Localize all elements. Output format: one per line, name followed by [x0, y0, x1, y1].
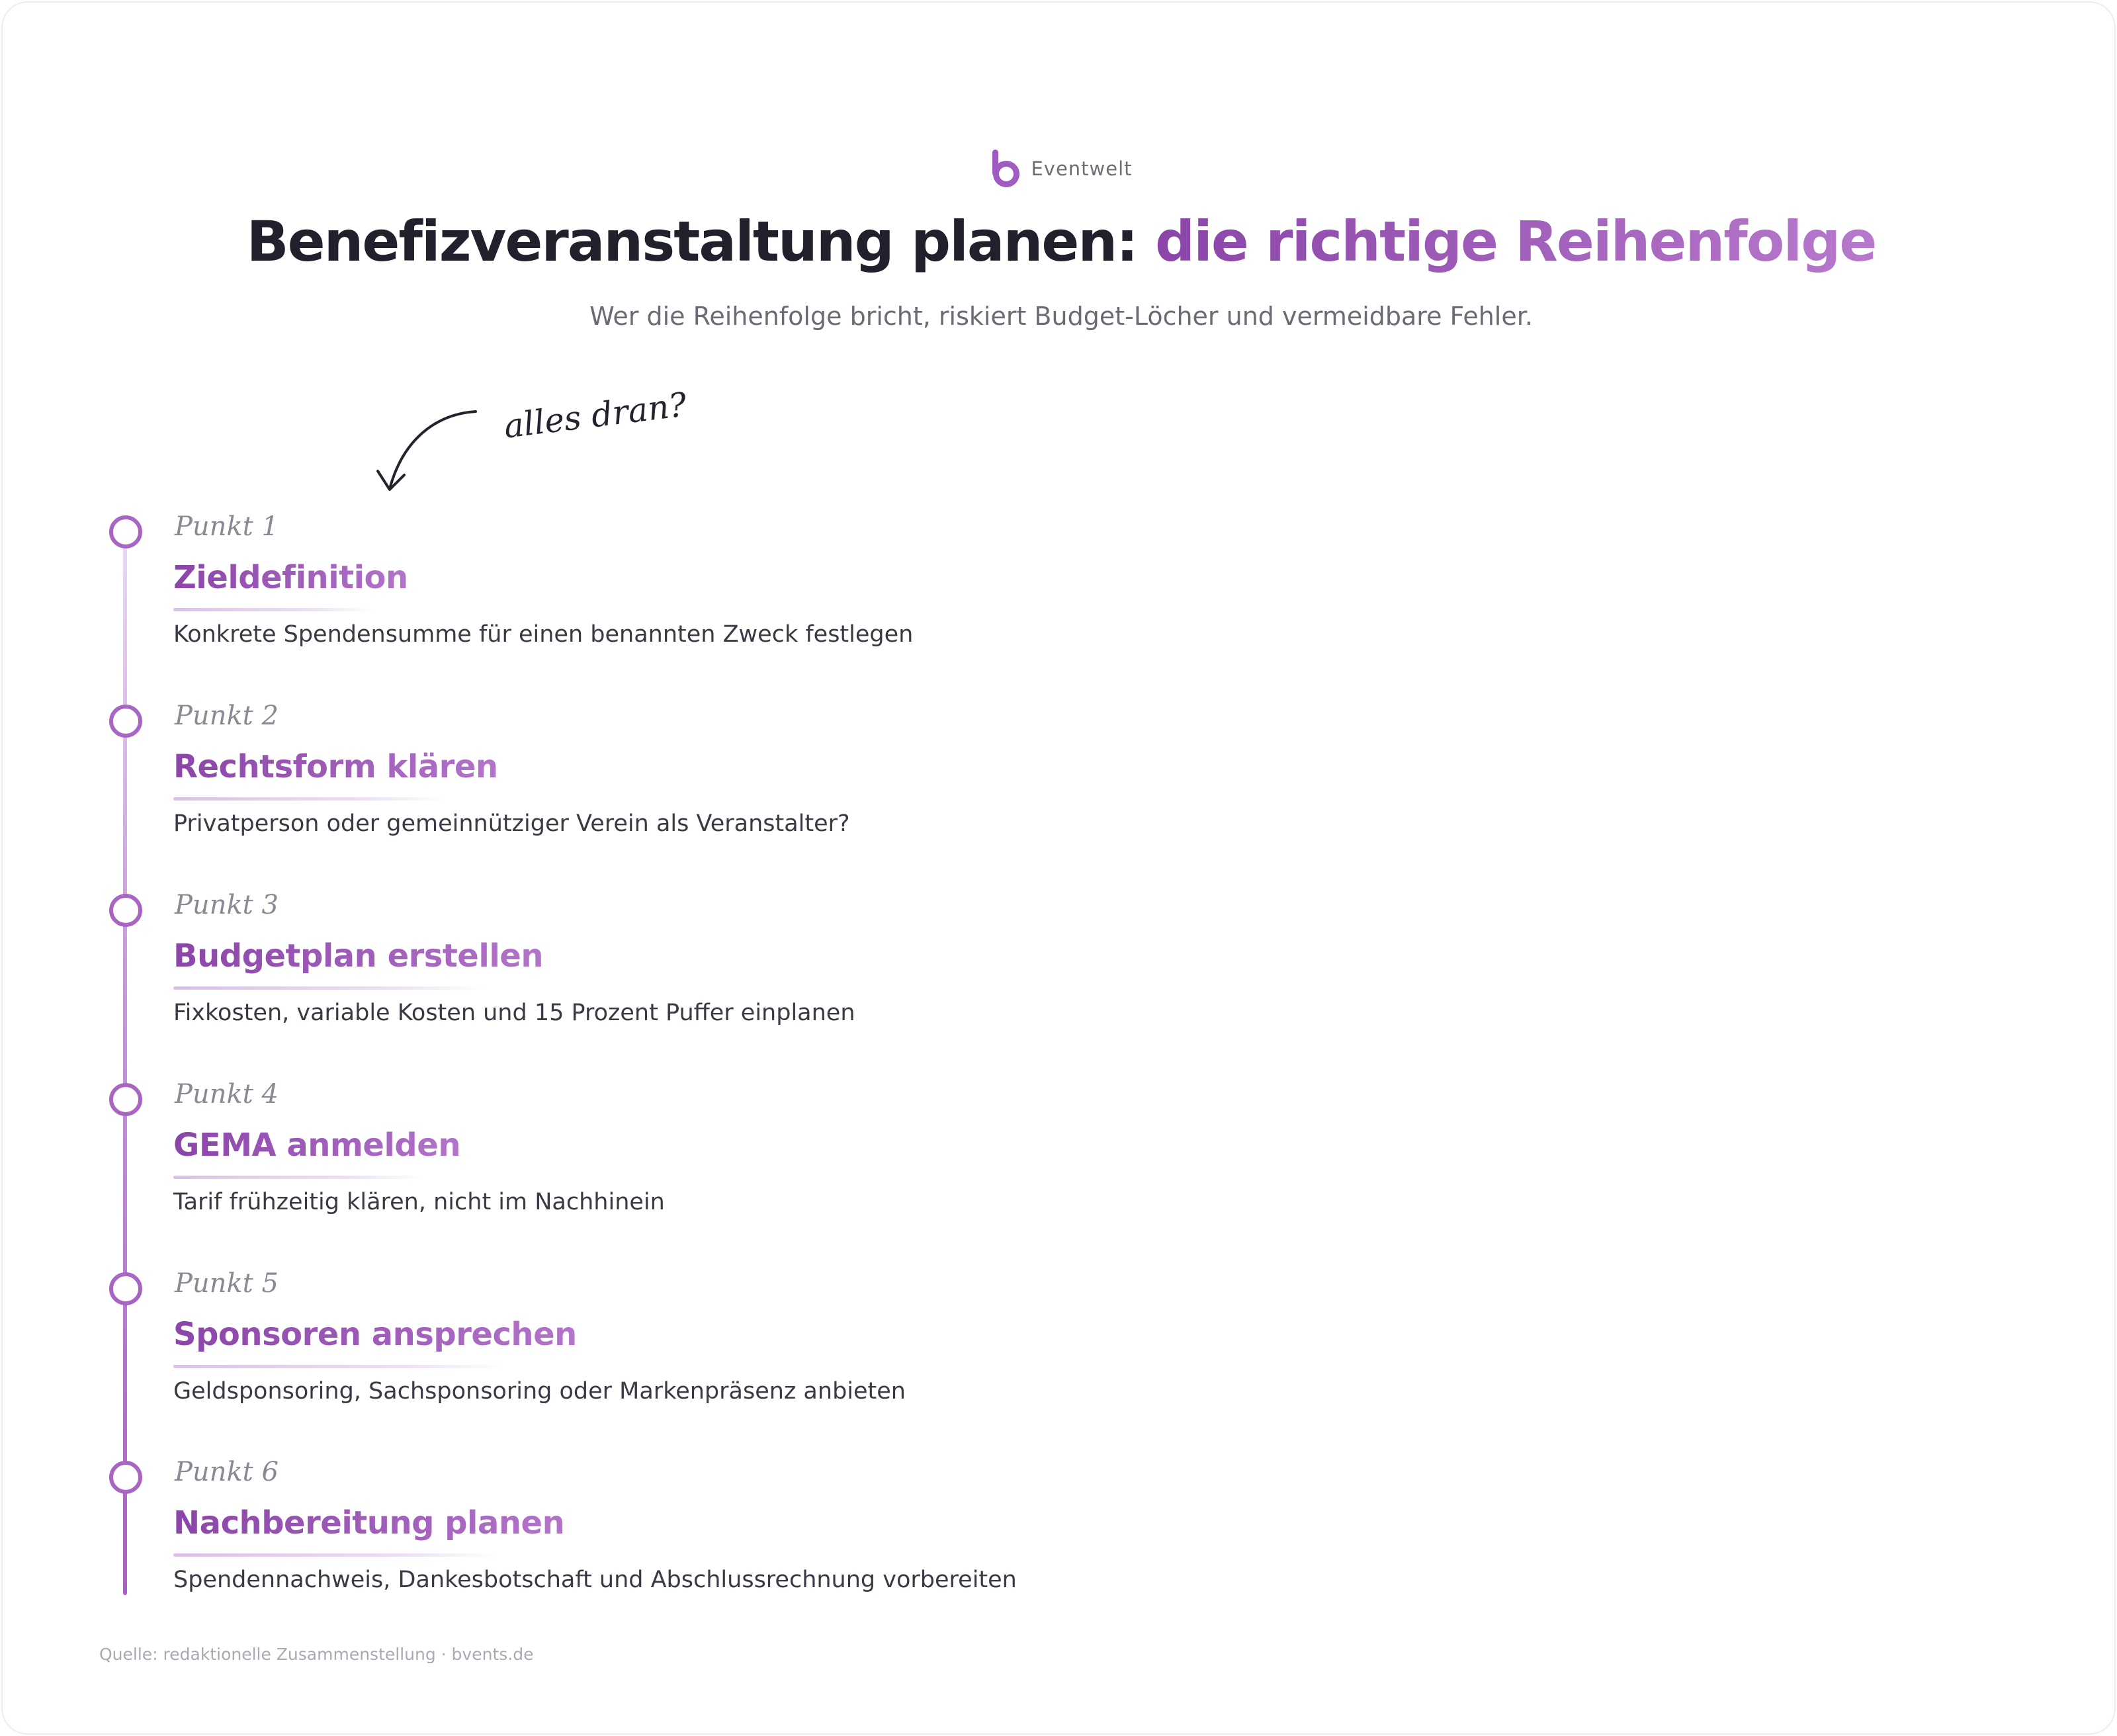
- timeline-node: [109, 515, 142, 548]
- timeline-step-1: [3, 511, 2117, 705]
- step-description: Tarif frühzeitig klären, nicht im Nachhinein: [173, 1189, 665, 1215]
- timeline-node: [109, 1461, 142, 1494]
- step-underline: [173, 797, 445, 801]
- step-underline: [173, 1553, 497, 1557]
- step-underline: [173, 986, 484, 990]
- step-label: Punkt 5: [175, 1268, 279, 1299]
- source-footer: Quelle: redaktionelle Zusammenstellung · bvents.de: [99, 1645, 534, 1664]
- step-title: GEMA anmelden: [173, 1127, 460, 1170]
- step-title: Sponsoren ansprechen: [173, 1316, 577, 1360]
- step-description: Konkrete Spendensumme für einen benannten Zweck festlegen: [173, 621, 914, 648]
- step-title: Nachbereitung planen: [173, 1504, 564, 1548]
- title-main: Benefizveranstaltung planen:: [246, 209, 1155, 274]
- step-title: Budgetplan erstellen: [173, 937, 543, 981]
- step-underline: [173, 608, 372, 611]
- b-logo-icon: [990, 150, 1020, 188]
- title-accent: die richtige Reihenfolge: [1155, 209, 1876, 274]
- timeline-node: [109, 1272, 142, 1305]
- timeline-step-4: [3, 1079, 2117, 1272]
- timeline-node: [109, 894, 142, 927]
- brand-header: [3, 150, 2117, 188]
- annotation-text: alles dran?: [501, 385, 689, 446]
- timeline-node: [109, 705, 142, 738]
- step-label: Punkt 3: [175, 890, 279, 920]
- timeline-step-2: [3, 701, 2117, 894]
- step-description: Geldsponsoring, Sachsponsoring oder Markenpräsenz anbieten: [173, 1378, 906, 1405]
- step-title: Zieldefinition: [173, 559, 408, 603]
- step-description: Spendennachweis, Dankesbotschaft und Abschlussrechnung vorbereiten: [173, 1567, 1017, 1593]
- step-title: Rechtsform klären: [173, 748, 498, 792]
- page-title: [3, 209, 2117, 274]
- brand-name: Eventwelt: [1031, 157, 1133, 180]
- step-description: Fixkosten, variable Kosten und 15 Prozent Puffer einplanen: [173, 1000, 855, 1026]
- step-underline: [173, 1365, 504, 1368]
- infographic-card: [1, 1, 2116, 1735]
- page-subtitle: Wer die Reihenfolge bricht, riskiert Budget-Löcher und vermeidbare Fehler.: [589, 302, 1533, 331]
- curved-arrow-icon: [363, 400, 482, 499]
- step-underline: [173, 1176, 425, 1179]
- step-label: Punkt 4: [175, 1079, 279, 1109]
- step-label: Punkt 2: [175, 701, 279, 731]
- step-label: Punkt 1: [175, 511, 279, 542]
- step-description: Privatperson oder gemeinnütziger Verein als Veranstalter?: [173, 810, 850, 837]
- timeline-step-5: [3, 1268, 2117, 1461]
- step-label: Punkt 6: [175, 1457, 279, 1487]
- timeline-node: [109, 1083, 142, 1116]
- timeline-step-6: [3, 1457, 2117, 1650]
- timeline-step-3: [3, 890, 2117, 1083]
